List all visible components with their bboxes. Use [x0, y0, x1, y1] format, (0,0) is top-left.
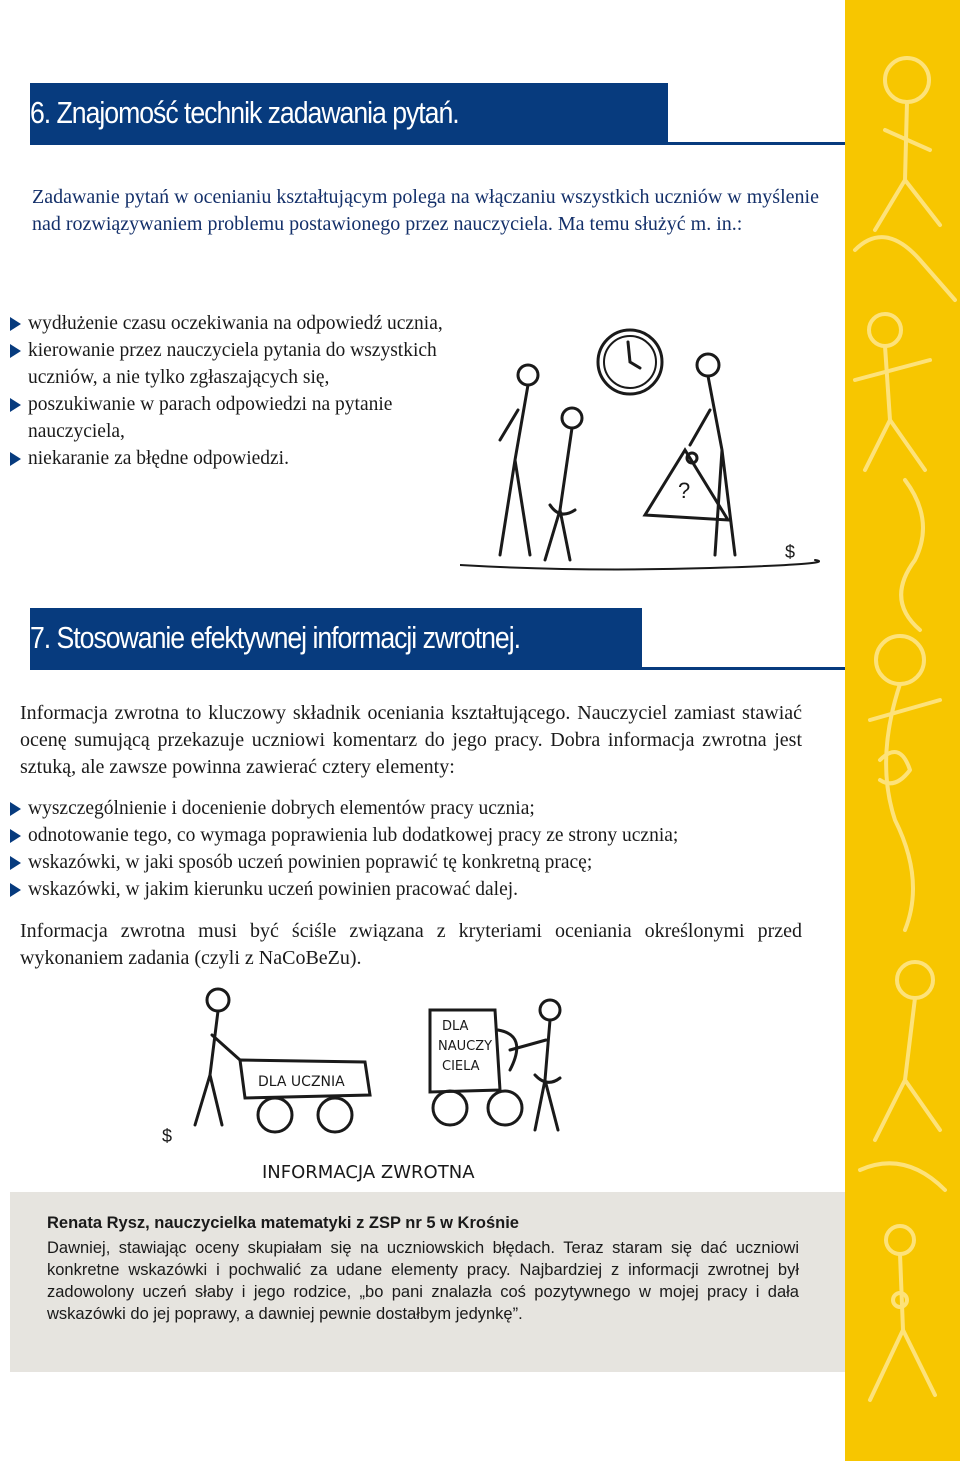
illustration-caption: INFORMACJA ZWROTNA	[262, 1162, 475, 1183]
quote-text: Dawniej, stawiając oceny skupiałam się na uczniowskich błędach. Teraz staram się dać uczniowi konkretne wskazówki i pochwalić za udane elementy pracy. Najbardziej z informacji zwrotnej był zadowolony uczeń słaby i jego rodzice, „bo pani znalazła coś pozytywnego w mojej pracy i dała wskazówki do jej poprawy, a dawniej pewnie dostałbym jedynkę”.	[47, 1239, 799, 1323]
list-item: wskazówki, w jakim kierunku uczeń powinien pracować dalej.	[0, 876, 820, 903]
feedback-carts-illustration	[150, 980, 570, 1185]
list-item: poszukiwanie w parach odpowiedzi na pytanie nauczyciela,	[0, 391, 460, 445]
cart-student-label: DLA UCZNIA	[258, 1074, 345, 1090]
list-item: odnotowanie tego, co wymaga poprawienia lub dodatkowej pracy ze strony ucznia;	[0, 822, 820, 849]
section-7-intro: Informacja zwrotna to kluczowy składnik oceniania kształtującego. Nauczyciel zamiast stawiać ocenę sumującą przekazuje uczniowi komentarz do jego pracy. Dobra informacja zwrotna jest sztuką, ale zawsze powinna zawierać cztery elementy:	[20, 702, 802, 778]
list-item: wskazówki, w jaki sposób uczeń powinien poprawić tę konkretną pracę;	[0, 849, 820, 876]
section-6-header	[30, 83, 668, 143]
teacher-quote-box	[10, 1192, 845, 1372]
cart-teacher-label-line2: NAUCZY	[438, 1039, 493, 1054]
section-6-intro: Zadawanie pytań w ocenianiu kształtującym polega na włączaniu wszystkich uczniów w myślenie nad rozwiązywaniem problemu postawionego przez nauczyciela. Ma temu służyć m. in.:	[32, 186, 819, 235]
artist-signature: $	[162, 1126, 173, 1146]
list-item: wyszczególnienie i docenienie dobrych elementów pracy ucznia;	[0, 795, 820, 822]
section-7-closing: Informacja zwrotna musi być ściśle związana z kryteriami oceniania określonymi przed wykonaniem zadania (czyli z NaCoBeZu).	[20, 920, 802, 969]
section-6-title: 6. Znajomość technik zadawania pytań.	[30, 95, 459, 130]
header-underline	[30, 142, 845, 145]
cart-teacher-label-line3: CIELA	[442, 1059, 480, 1074]
section-7-bullet-list	[0, 795, 820, 903]
list-item: kierowanie przez nauczyciela pytania do wszystkich uczniów, a nie tylko zgłaszających się,	[0, 337, 460, 391]
artist-signature: $	[785, 542, 796, 562]
question-mark: ?	[678, 478, 691, 503]
list-item: niekaranie za błędne odpowiedzi.	[0, 445, 460, 472]
list-item: wydłużenie czasu oczekiwania na odpowiedź ucznia,	[0, 310, 460, 337]
section-6-bullet-list	[0, 310, 460, 472]
quote-author: Renata Rysz, nauczycielka matematyki z ZSP nr 5 w Krośnie	[47, 1214, 519, 1232]
decorative-sidebar	[845, 0, 960, 1461]
clock-waiting-illustration	[460, 310, 820, 580]
cart-teacher-label-line1: DLA	[442, 1019, 469, 1034]
header-underline	[30, 667, 845, 670]
section-7-header	[30, 608, 642, 668]
sidebar-doodles	[845, 0, 960, 1461]
section-7-title: 7. Stosowanie efektywnej informacji zwrotnej.	[30, 620, 520, 655]
